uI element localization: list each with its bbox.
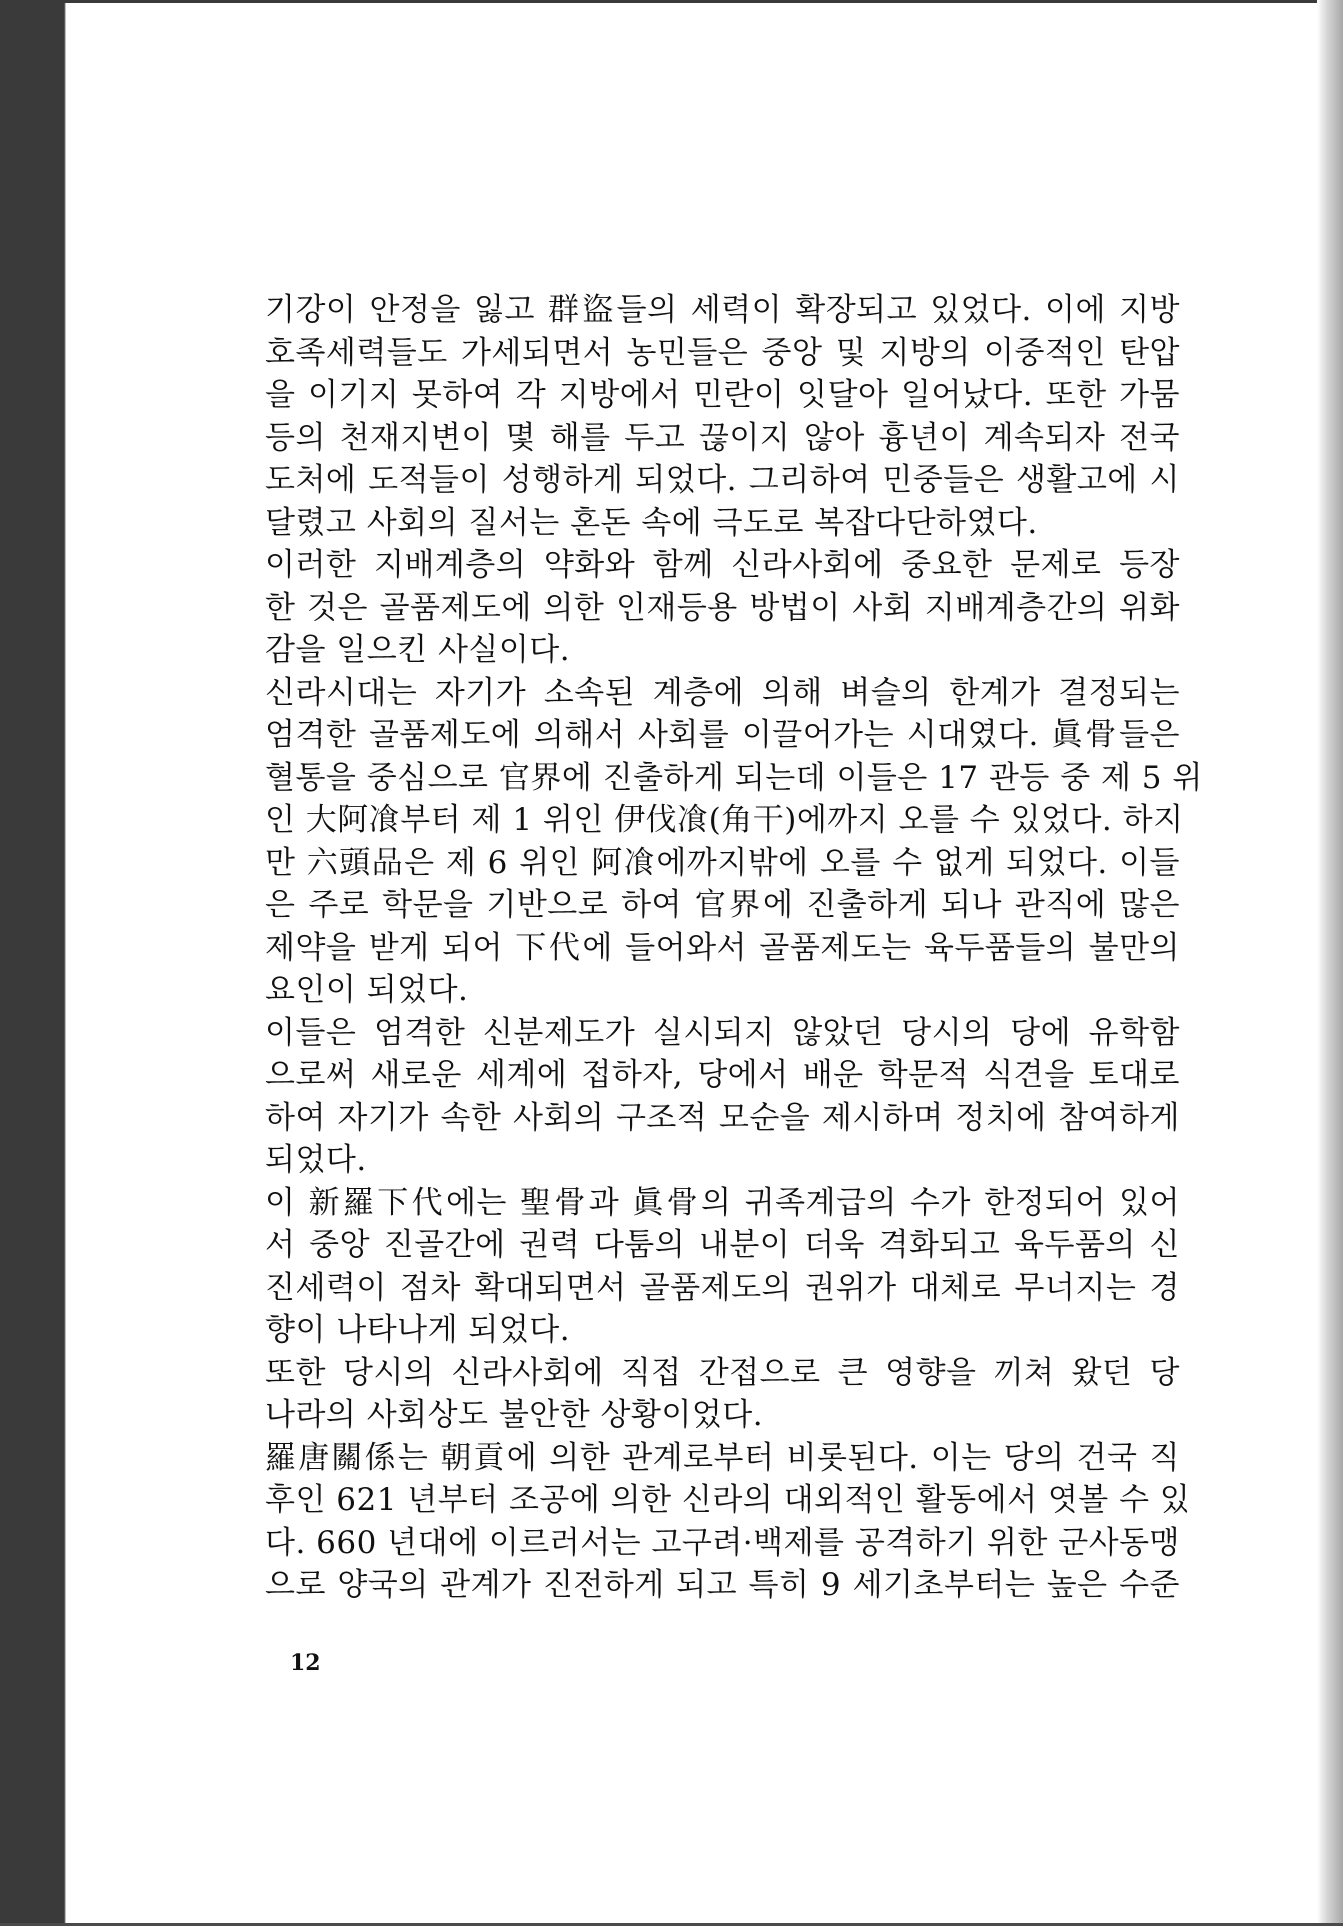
text-line: 감을 일으킨 사실이다. <box>265 632 571 668</box>
text-line: 도처에 도적들이 성행하게 되었다. 그리하여 민중들은 생활고에 시 <box>265 462 1180 498</box>
page-number: 12 <box>290 1650 321 1676</box>
text-line: 만 六頭品은 제 6 위인 阿飡에까지밖에 오를 수 없게 되었다. 이들 <box>265 844 1180 881</box>
text-line: 달렸고 사회의 질서는 혼돈 속에 극도로 복잡다단하였다. <box>265 504 1038 541</box>
text-line: 서 중앙 진골간에 권력 다툼의 내분이 더욱 격화되고 육두품의 신 <box>265 1227 1180 1263</box>
body-text <box>265 289 1203 1607</box>
text-line: 이 新羅下代에는 聖骨과 眞骨의 귀족계급의 수가 한정되어 있어 <box>265 1184 1180 1221</box>
text-line: 기강이 안정을 잃고 群盜들의 세력이 확장되고 있었다. 이에 지방 <box>265 292 1180 328</box>
scan-edge-left <box>0 0 66 1926</box>
text-line: 신라시대는 자기가 소속된 계층에 의해 벼슬의 한계가 결정되는 <box>265 674 1180 711</box>
text-line: 후인 621 년부터 조공에 의한 신라의 대외적인 활동에서 엿볼 수 있 <box>265 1482 1191 1518</box>
text-line: 인 大阿飡부터 제 1 위인 伊伐飡(角干)에까지 오를 수 있었다. 하지 <box>265 802 1184 838</box>
text-line: 등의 천재지변이 몇 해를 두고 끊이지 않아 흉년이 계속되자 전국 <box>265 419 1180 456</box>
text-line: 이러한 지배계층의 약화와 함께 신라사회에 중요한 문제로 등장 <box>265 547 1180 583</box>
text-line: 진세력이 점차 확대되면서 골품제도의 권위가 대체로 무너지는 경 <box>265 1269 1180 1306</box>
text-line: 을 이기지 못하여 각 지방에서 민란이 잇달아 일어났다. 또한 가뭄 <box>265 377 1180 413</box>
text-line: 호족세력들도 가세되면서 농민들은 중앙 및 지방의 이중적인 탄압 <box>265 334 1180 371</box>
text-line: 제약을 받게 되어 下代에 들어와서 골품제도는 육두품들의 불만의 <box>265 929 1180 966</box>
text-line: 또한 당시의 신라사회에 직접 간접으로 큰 영향을 끼쳐 왔던 당 <box>265 1354 1180 1391</box>
text-line: 이들은 엄격한 신분제도가 실시되지 않았던 당시의 당에 유학함 <box>265 1014 1180 1051</box>
text-line: 향이 나타나게 되었다. <box>265 1312 571 1348</box>
text-line: 한 것은 골품제도에 의한 인재등용 방법이 사회 지배계층간의 위화 <box>265 589 1180 626</box>
text-line: 羅唐關係는 朝貢에 의한 관계로부터 비롯된다. 이는 당의 건국 직 <box>265 1439 1180 1476</box>
text-line: 되었다. <box>265 1142 367 1178</box>
text-line: 은 주로 학문을 기반으로 하여 官界에 진출하게 되나 관직에 많은 <box>265 887 1180 923</box>
text-line: 으로 양국의 관계가 진전하게 되고 특히 9 세기초부터는 높은 수준 <box>265 1567 1180 1603</box>
text-line: 다. 660 년대에 이르러서는 고구려·백제를 공격하기 위한 군사동맹 <box>265 1524 1181 1561</box>
text-line: 혈통을 중심으로 官界에 진출하게 되는데 이들은 17 관등 중 제 5 위 <box>265 759 1203 796</box>
text-line: 나라의 사회상도 불안한 상황이었다. <box>265 1397 764 1433</box>
text-line: 하여 자기가 속한 사회의 구조적 모순을 제시하며 정치에 참여하게 <box>265 1099 1180 1136</box>
text-line: 요인이 되었다. <box>265 972 469 1008</box>
text-line: 으로써 새로운 세계에 접하자, 당에서 배운 학문적 식견을 토대로 <box>265 1057 1180 1093</box>
text-line: 엄격한 골품제도에 의해서 사회를 이끌어가는 시대였다. 眞骨들은 <box>265 717 1180 753</box>
scan-edge-top <box>0 0 1343 3</box>
scan-edge-right <box>1317 0 1343 1926</box>
